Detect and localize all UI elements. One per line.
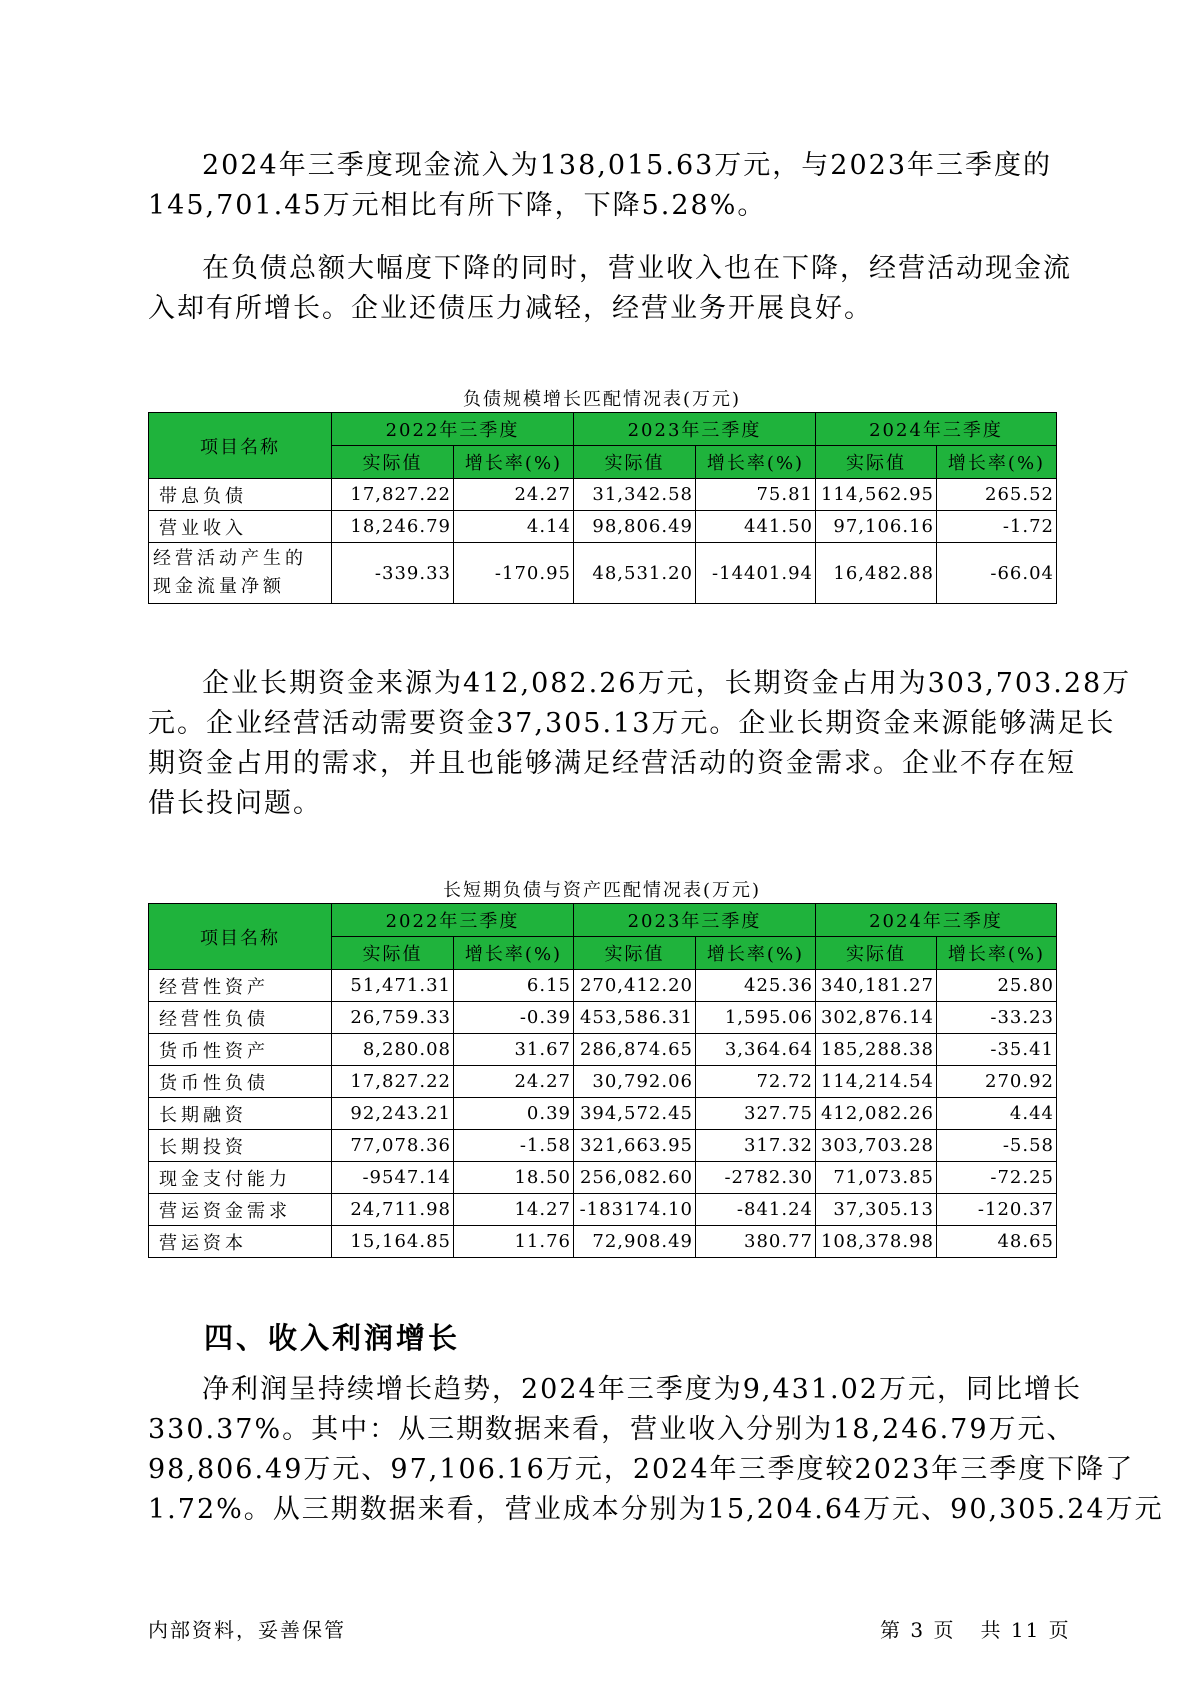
paragraph-net-profit [148, 1370, 1164, 1530]
header-actual: 实际值 [816, 937, 937, 970]
cell-value: -1.72 [937, 511, 1057, 543]
cell-value: 114,214.54 [816, 1066, 937, 1098]
row-name: 经营性资产 [149, 970, 332, 1002]
cell-value: 26,759.33 [332, 1002, 454, 1034]
cell-value: 92,243.21 [332, 1098, 454, 1130]
cell-value: 17,827.22 [332, 479, 454, 511]
cell-value: 286,874.65 [574, 1034, 696, 1066]
cell-value: 24.27 [454, 479, 574, 511]
table-row [149, 1098, 1057, 1130]
table-caption: 长短期负债与资产匹配情况表(万元) [442, 880, 762, 901]
cell-value: 24,711.98 [332, 1194, 454, 1226]
cell-value: 380.77 [696, 1226, 816, 1258]
table-row [149, 479, 1057, 511]
cell-value: 8,280.08 [332, 1034, 454, 1066]
cell-value: 14.27 [454, 1194, 574, 1226]
cell-value: -35.41 [937, 1034, 1057, 1066]
cell-value: -0.39 [454, 1002, 574, 1034]
table-row [149, 1066, 1057, 1098]
table-row [149, 1226, 1057, 1258]
paragraph-line: 330.37%。其中：从三期数据来看，营业收入分别为18,246.79万元、 [148, 1414, 1076, 1445]
table-row [149, 543, 1057, 604]
cell-value: 4.44 [937, 1098, 1057, 1130]
debt-growth-table [148, 412, 1057, 604]
header-item-name: 项目名称 [149, 413, 332, 479]
cell-value: -170.95 [454, 543, 574, 604]
cell-value: 453,586.31 [574, 1002, 696, 1034]
row-name: 营业收入 [149, 511, 332, 543]
cell-value: 72.72 [696, 1066, 816, 1098]
row-name: 经营性负债 [149, 1002, 332, 1034]
paragraph-line: 企业长期资金来源为412,082.26万元，长期资金占用为303,703.28万 [202, 668, 1132, 699]
cell-value: -33.23 [937, 1002, 1057, 1034]
cell-value: 270,412.20 [574, 970, 696, 1002]
header-growth: 增长率(%) [937, 446, 1057, 479]
cell-value: 3,364.64 [696, 1034, 816, 1066]
paragraph-debt-decline [148, 249, 1072, 329]
cell-value: 75.81 [696, 479, 816, 511]
table-row [149, 1162, 1057, 1194]
paragraph-line: 145,701.45万元相比有所下降，下降5.28%。 [148, 190, 767, 221]
table-header-row [149, 904, 1057, 937]
cell-value: 16,482.88 [816, 543, 937, 604]
header-growth: 增长率(%) [696, 937, 816, 970]
header-period: 2022年三季度 [332, 413, 574, 446]
cell-value: 11.76 [454, 1226, 574, 1258]
cell-value: 15,164.85 [332, 1226, 454, 1258]
header-actual: 实际值 [816, 446, 937, 479]
paragraph-line: 在负债总额大幅度下降的同时，营业收入也在下降，经营活动现金流 [202, 253, 1072, 284]
cell-value: 37,305.13 [816, 1194, 937, 1226]
cell-value: 317.32 [696, 1130, 816, 1162]
header-period: 2024年三季度 [816, 904, 1057, 937]
cell-value: 17,827.22 [332, 1066, 454, 1098]
cell-value: 265.52 [937, 479, 1057, 511]
cell-value: 340,181.27 [816, 970, 937, 1002]
row-name: 长期融资 [149, 1098, 332, 1130]
row-name: 货币性负债 [149, 1066, 332, 1098]
section-heading: 四、收入利润增长 [204, 1321, 461, 1355]
paragraph-line: 元。企业经营活动需要资金37,305.13万元。企业长期资金来源能够满足长 [148, 708, 1116, 739]
header-period: 2023年三季度 [574, 413, 816, 446]
table-row [149, 1002, 1057, 1034]
cell-value: -14401.94 [696, 543, 816, 604]
row-name: 现金支付能力 [149, 1162, 332, 1194]
cell-value: 25.80 [937, 970, 1057, 1002]
paragraph-line: 98,806.49万元、97,106.16万元，2024年三季度较2023年三季度下降了 [148, 1454, 1135, 1485]
cell-value: 31.67 [454, 1034, 574, 1066]
table-row [149, 1034, 1057, 1066]
cell-value: 412,082.26 [816, 1098, 937, 1130]
row-name: 货币性资产 [149, 1034, 332, 1066]
cell-value: -841.24 [696, 1194, 816, 1226]
cell-value: 18.50 [454, 1162, 574, 1194]
cell-value: -9547.14 [332, 1162, 454, 1194]
header-actual: 实际值 [574, 937, 696, 970]
header-item-name: 项目名称 [149, 904, 332, 970]
cell-value: 51,471.31 [332, 970, 454, 1002]
cell-value: -5.58 [937, 1130, 1057, 1162]
row-name: 营运资金需求 [149, 1194, 332, 1226]
header-growth: 增长率(%) [454, 446, 574, 479]
table-row [149, 511, 1057, 543]
table-row [149, 1194, 1057, 1226]
paragraph-long-term-funds [148, 664, 1132, 824]
cell-value: 72,908.49 [574, 1226, 696, 1258]
cell-value: 6.15 [454, 970, 574, 1002]
cell-value: 48,531.20 [574, 543, 696, 604]
cell-value: 302,876.14 [816, 1002, 937, 1034]
paragraph-line: 净利润呈持续增长趋势，2024年三季度为9,431.02万元，同比增长 [202, 1374, 1082, 1405]
header-actual: 实际值 [574, 446, 696, 479]
cell-value: 71,073.85 [816, 1162, 937, 1194]
footer-confidential-note: 内部资料，妥善保管 [148, 1618, 346, 1642]
cell-value: 256,082.60 [574, 1162, 696, 1194]
table-row [149, 970, 1057, 1002]
header-actual: 实际值 [332, 446, 454, 479]
paragraph-line: 期资金占用的需求，并且也能够满足经营活动的资金需求。企业不存在短 [148, 748, 1076, 779]
header-period: 2024年三季度 [816, 413, 1057, 446]
header-growth: 增长率(%) [937, 937, 1057, 970]
cell-value: 394,572.45 [574, 1098, 696, 1130]
cell-value: 97,106.16 [816, 511, 937, 543]
header-period: 2023年三季度 [574, 904, 816, 937]
cell-value: -66.04 [937, 543, 1057, 604]
asset-liability-match-table [148, 903, 1057, 1258]
cell-value: 4.14 [454, 511, 574, 543]
cell-value: -120.37 [937, 1194, 1057, 1226]
cell-value: 31,342.58 [574, 479, 696, 511]
cell-value: 270.92 [937, 1066, 1057, 1098]
paragraph-line: 1.72%。从三期数据来看，营业成本分别为15,204.64万元、90,305.24万元 [148, 1494, 1164, 1525]
cell-value: -183174.10 [574, 1194, 696, 1226]
paragraph-cash-inflow [148, 146, 1053, 226]
header-growth: 增长率(%) [454, 937, 574, 970]
paragraph-line: 入却有所增长。企业还债压力减轻，经营业务开展良好。 [148, 293, 873, 324]
cell-value: 441.50 [696, 511, 816, 543]
cell-value: 0.39 [454, 1098, 574, 1130]
cell-value: 114,562.95 [816, 479, 937, 511]
table-row [149, 1130, 1057, 1162]
cell-value: -1.58 [454, 1130, 574, 1162]
cell-value: -72.25 [937, 1162, 1057, 1194]
cell-value: 327.75 [696, 1098, 816, 1130]
cell-value: 48.65 [937, 1226, 1057, 1258]
header-growth: 增长率(%) [696, 446, 816, 479]
table-caption: 负债规模增长匹配情况表(万元) [462, 389, 742, 410]
table-header-row [149, 413, 1057, 446]
cell-value: -339.33 [332, 543, 454, 604]
cell-value: -2782.30 [696, 1162, 816, 1194]
row-name: 长期投资 [149, 1130, 332, 1162]
cell-value: 1,595.06 [696, 1002, 816, 1034]
footer-page-number: 第 3 页 共 11 页 [880, 1618, 1071, 1642]
cell-value: 30,792.06 [574, 1066, 696, 1098]
cell-value: 321,663.95 [574, 1130, 696, 1162]
cell-value: 425.36 [696, 970, 816, 1002]
cell-value: 303,703.28 [816, 1130, 937, 1162]
cell-value: 18,246.79 [332, 511, 454, 543]
row-name: 带息负债 [149, 479, 332, 511]
paragraph-line: 借长投问题。 [148, 788, 322, 819]
header-period: 2022年三季度 [332, 904, 574, 937]
cell-value: 98,806.49 [574, 511, 696, 543]
header-actual: 实际值 [332, 937, 454, 970]
cell-value: 185,288.38 [816, 1034, 937, 1066]
cell-value: 108,378.98 [816, 1226, 937, 1258]
cell-value: 24.27 [454, 1066, 574, 1098]
row-name: 营运资本 [149, 1226, 332, 1258]
paragraph-line: 2024年三季度现金流入为138,015.63万元，与2023年三季度的 [202, 150, 1053, 181]
cell-value: 77,078.36 [332, 1130, 454, 1162]
row-name: 经营活动产生的现金流量净额 [149, 543, 332, 604]
